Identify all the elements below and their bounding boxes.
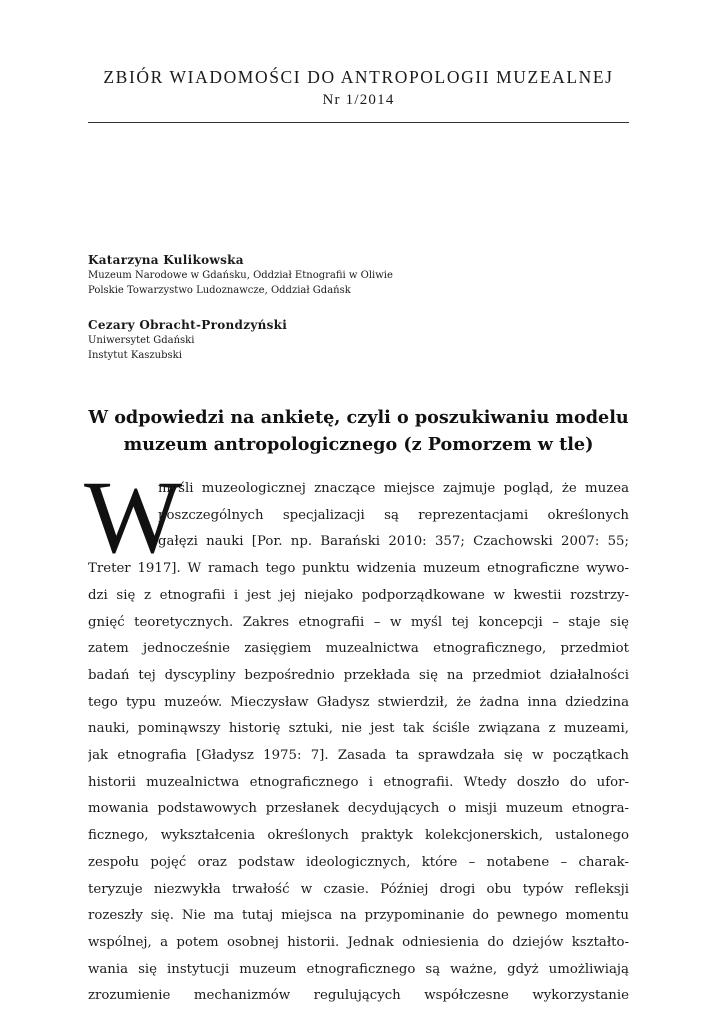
body-line: wspólnej, a potem osobnej historii. Jednak odniesienia do dziejów kształto- (88, 934, 629, 950)
article-title-line: muzeum antropologicznego (z Pomorzem w tle) (123, 434, 594, 455)
body-line: myśli muzeologicznej znaczące miejsce zajmuje pogląd, że muzea (158, 481, 629, 496)
author-name: Cezary Obracht-Prondzyński (88, 318, 288, 332)
drop-cap: W (84, 460, 183, 575)
header-rule (88, 122, 629, 123)
issue-number: Nr 1/2014 (322, 92, 395, 108)
body-line: ficznego, wykształcenia określonych praktyk kolekcjonerskich, ustalonego (88, 828, 629, 844)
article-body (88, 476, 629, 1010)
body-line: wania się instytucji muzeum etnograficznego są ważne, gdyż umożliwiają (88, 961, 629, 977)
article-title-line: W odpowiedzi na ankietę, czyli o poszukiwaniu modelu (88, 407, 629, 428)
author-affiliation: Instytut Kaszubski (88, 350, 182, 361)
author-block (88, 317, 629, 363)
body-line: gałęzi nauki [Por. np. Barański 2010: 357; Czachowski 2007: 55; (158, 534, 629, 550)
author-name: Katarzyna Kulikowska (88, 253, 244, 267)
body-line: nauki, pominąwszy historię sztuki, nie jest tak ściśle związana z muzeami, (88, 721, 629, 737)
journal-header (88, 66, 629, 109)
author-affiliation: Muzeum Narodowe w Gdańsku, Oddział Etnografii w Oliwie (88, 270, 393, 281)
body-line: jak etnografia [Gładysz 1975: 7]. Zasada ta sprawdzała się w początkach (88, 748, 629, 764)
body-line: badań tej dyscypliny bezpośrednio przekłada się na przedmiot działalności (88, 667, 629, 683)
body-line: tego typu muzeów. Mieczysław Gładysz stwierdził, że żadna inna dziedzina (88, 694, 629, 710)
author-affiliation: Polskie Towarzystwo Ludoznawcze, Oddział Gdańsk (88, 285, 351, 296)
author-block (88, 252, 629, 298)
body-line: rozeszły się. Nie ma tutaj miejsca na przypominanie do pewnego momentu (88, 908, 629, 924)
journal-title: ZBIÓR WIADOMOŚCI DO ANTROPOLOGII MUZEALNEJ (103, 67, 614, 87)
body-line: poszczególnych specjalizacji są reprezentacjami określonych (158, 507, 629, 523)
body-line: mowania podstawowych przesłanek decydujących o misji muzeum etnogra- (88, 801, 629, 817)
body-line: dzi się z etnografii i jest jej niejako podporządkowane w kwestii rozstrzy- (88, 587, 629, 603)
body-line: historii muzealnictwa etnograficznego i etnografii. Wtedy doszło do ufor- (88, 774, 629, 790)
authors-section (88, 252, 629, 363)
body-line: zespołu pojęć oraz podstaw ideologicznych, które – notabene – charak- (88, 854, 629, 870)
author-affiliation: Uniwersytet Gdański (88, 335, 195, 346)
article-title (70, 404, 647, 458)
body-line: gnięć teoretycznych. Zakres etnografii – w myśl tej koncepcji – staje się (88, 614, 629, 630)
body-line: zatem jednocześnie zasięgiem muzealnictwa etnograficznego, przedmiot (88, 641, 629, 657)
body-line: Treter 1917]. W ramach tego punktu widzenia muzeum etnograficzne wywo- (88, 561, 629, 577)
body-line: zrozumienie mechanizmów regulujących współczesne wykorzystanie (88, 988, 629, 1004)
body-line: teryzuje niezwykła trwałość w czasie. Później drogi obu typów refleksji (88, 881, 629, 897)
